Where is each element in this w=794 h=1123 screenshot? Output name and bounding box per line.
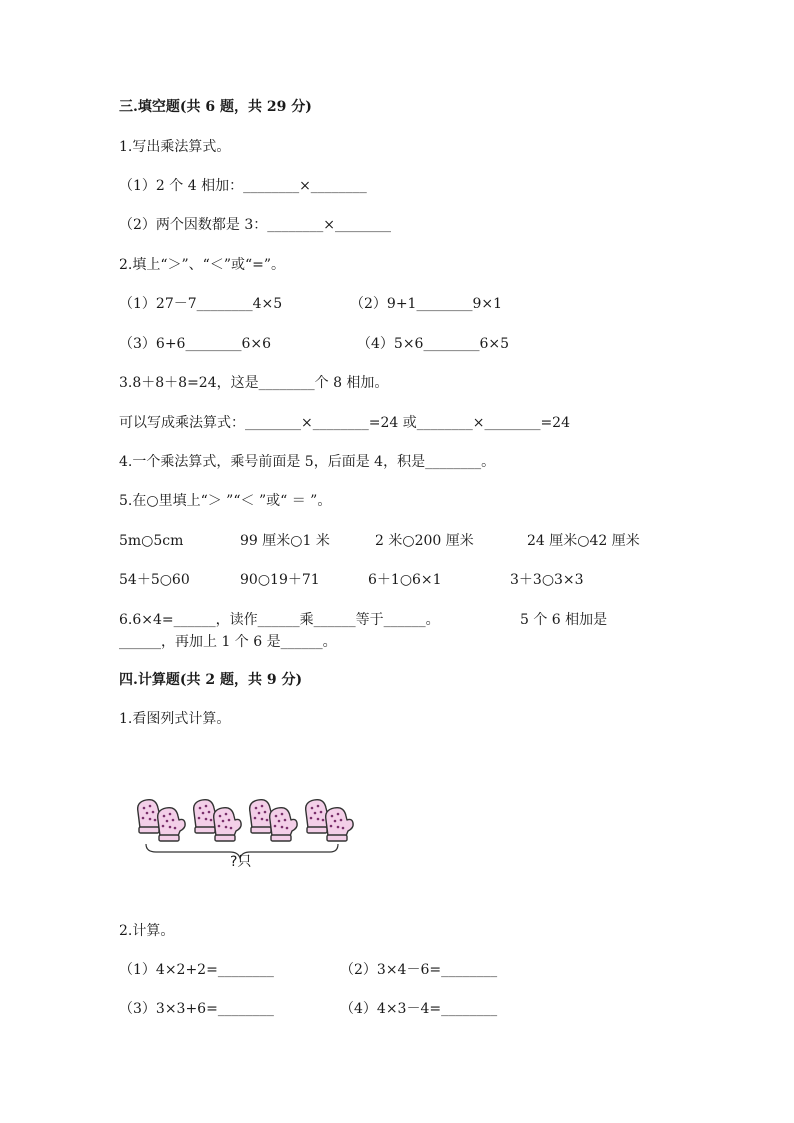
- q2-stem: 2.填上“＞”、“＜”或“=”。: [119, 257, 286, 273]
- q2-part2: （2）9+1________9×1: [350, 296, 502, 312]
- q3-stem: 3.8＋8＋8=24，这是________个 8 相加。: [119, 375, 389, 391]
- q5-row2-item: 3＋3○3×3: [510, 572, 584, 588]
- q2-part3: （3）6+6________6×6: [119, 336, 271, 352]
- q6-line1: 6.6×4=______，读作______乘______等于______。: [119, 612, 440, 628]
- s4-q2-stem: 2.计算。: [119, 923, 175, 939]
- glove-pair: [194, 800, 241, 841]
- s4-q2-part3: （3）3×3+6=________: [119, 1001, 274, 1017]
- section3-title: 三.填空题(共 6 题，共 29 分): [119, 99, 312, 115]
- figure-label: ?只: [230, 854, 252, 870]
- q5-row1-item: 5m○5cm: [119, 533, 184, 549]
- q5-row2-item: 6＋1○6×1: [368, 572, 442, 588]
- q1-part1: （1）2 个 4 相加：________×________: [119, 178, 367, 194]
- q1-part2: （2）两个因数都是 3：________×________: [119, 217, 391, 233]
- q6-line2: ______，再加上 1 个 6 是______。: [119, 634, 337, 650]
- s4-q2-part2: （2）3×4－6=________: [340, 962, 498, 978]
- glove-pair: [306, 800, 353, 841]
- q5-row2-item: 54＋5○60: [119, 572, 190, 588]
- q5-stem: 5.在○里填上“＞ ”“＜ ”或“ ＝ ”。: [119, 493, 332, 509]
- q3-line2: 可以写成乘法算式：________×________=24 或________×________=24: [119, 415, 571, 431]
- q2-part1: （1）27－7________4×5: [119, 296, 283, 312]
- q5-row1-item: 2 米○200 厘米: [375, 533, 474, 549]
- s4-q1-stem: 1.看图列式计算。: [119, 711, 231, 727]
- s4-q2-part1: （1）4×2+2=________: [119, 962, 274, 978]
- q1-stem: 1.写出乘法算式。: [119, 139, 231, 155]
- q2-part4: （4）5×6________6×5: [357, 336, 509, 352]
- section4-title: 四.计算题(共 2 题，共 9 分): [119, 672, 303, 688]
- q5-row2-item: 90○19＋71: [240, 572, 320, 588]
- s4-q2-part4: （4）4×3－4=________: [340, 1001, 498, 1017]
- q6-line1b: 5 个 6 相加是: [520, 612, 608, 628]
- q4-stem: 4.一个乘法算式，乘号前面是 5，后面是 4，积是________。: [119, 454, 496, 470]
- gloves-figure: [130, 790, 390, 880]
- q5-row1-item: 24 厘米○42 厘米: [527, 533, 640, 549]
- glove-pair: [250, 800, 297, 841]
- q5-row1-item: 99 厘米○1 米: [240, 533, 330, 549]
- glove-pair: [138, 800, 185, 841]
